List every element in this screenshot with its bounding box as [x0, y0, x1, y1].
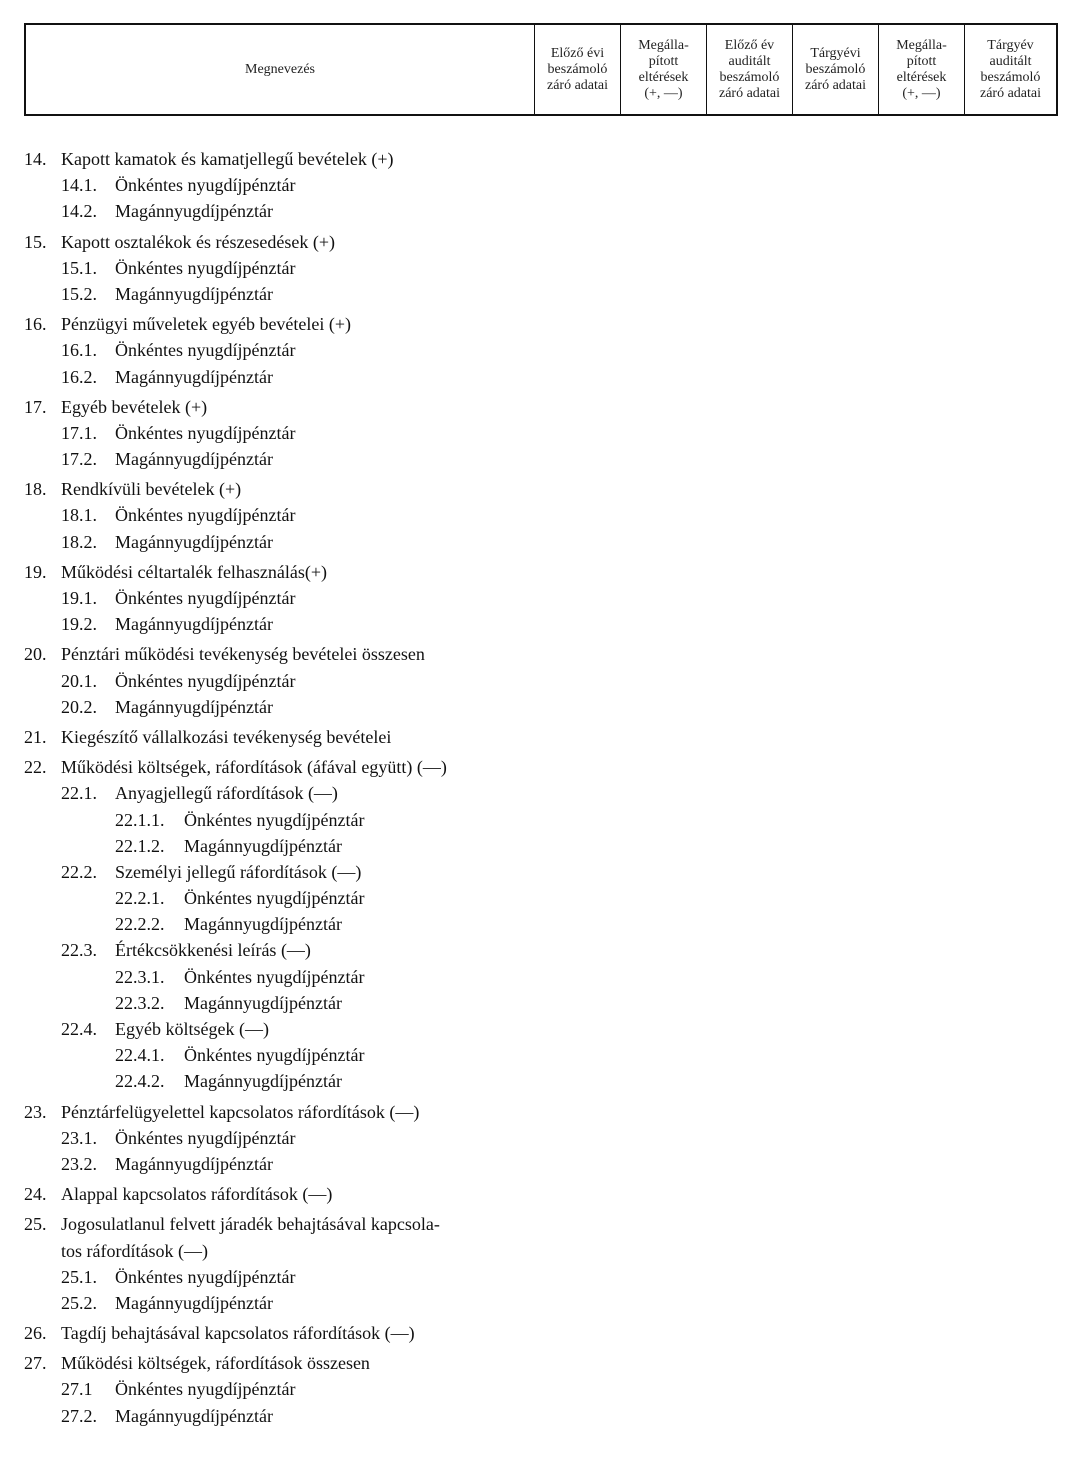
list-subitem: [0, 281, 560, 307]
list-item: [0, 146, 560, 172]
list-item: [0, 724, 560, 750]
item-label: Pénztári működési tevékenység bevételei összesen: [61, 644, 425, 665]
item-label: Magánnyugdíjpénztár: [115, 283, 273, 304]
item-number: 15.2.: [61, 283, 97, 304]
list-item: [0, 1211, 560, 1237]
item-number: 18.2.: [61, 531, 97, 552]
item-label: Kapott kamatok és kamatjellegű bevételek (+): [61, 149, 394, 169]
list-subitem: [0, 1264, 560, 1290]
item-number: 27.1: [61, 1379, 93, 1400]
item-number: 19.1.: [61, 588, 97, 608]
header-cell-current-diff: Megálla- pított eltérések (+, —): [878, 25, 964, 114]
list-item: [0, 1320, 560, 1346]
item-label: Magánnyugdíjpénztár: [115, 1292, 273, 1313]
item-label: Önkéntes nyugdíjpénztár: [184, 966, 365, 987]
item-label: Önkéntes nyugdíjpénztár: [115, 257, 296, 278]
list-subitem: [0, 911, 560, 937]
list-subitem: [0, 833, 560, 859]
list-subitem: [0, 420, 560, 446]
item-label: Önkéntes nyugdíjpénztár: [115, 1379, 296, 1400]
item-number: 22.2.1.: [115, 888, 165, 909]
item-number: 16.: [24, 314, 47, 335]
list-subitem: [0, 964, 560, 990]
item-label: Egyéb költségek (—): [115, 1019, 269, 1039]
item-number: 17.2.: [61, 449, 97, 470]
item-label: Önkéntes nyugdíjpénztár: [115, 422, 296, 443]
item-label: Magánnyugdíjpénztár: [115, 696, 273, 717]
list-subitem: [0, 529, 560, 555]
item-number: 18.1.: [61, 505, 97, 526]
list-item: [0, 229, 560, 255]
list-subitem: [0, 1376, 560, 1402]
list-item: [0, 559, 560, 585]
item-label: Magánnyugdíjpénztár: [115, 1153, 273, 1174]
item-number: 22.4.1.: [115, 1045, 165, 1066]
item-number: 22.1.2.: [115, 835, 165, 856]
item-label: Anyagjellegű ráfordítások (—): [115, 783, 338, 804]
item-number: 22.4.2.: [115, 1071, 165, 1092]
item-label: Működési költségek, ráfordítások (áfával együtt) (—): [61, 757, 447, 778]
item-number: 18.: [24, 479, 47, 500]
header-cell-name: Megnevezés: [245, 61, 315, 77]
item-label: Pénzügyi műveletek egyéb bevételei (+): [61, 314, 352, 335]
item-number: 25.: [24, 1214, 47, 1235]
list-subitem: [0, 694, 560, 720]
item-number: 22.4.: [61, 1019, 97, 1039]
item-label: Magánnyugdíjpénztár: [115, 1405, 273, 1426]
item-label: Önkéntes nyugdíjpénztár: [115, 588, 296, 608]
item-number: 17.: [24, 396, 47, 417]
item-label: Kiegészítő vállalkozási tevékenység bevételei: [61, 726, 392, 747]
item-number: 20.1.: [61, 670, 97, 691]
item-number: 22.3.: [61, 940, 97, 961]
item-number: 22.: [24, 757, 47, 778]
item-label: Működési céltartalék felhasználás(+): [61, 561, 328, 582]
list-subitem: [0, 1238, 560, 1264]
list-item: [0, 394, 560, 420]
list-subitem: [0, 198, 560, 224]
item-label: Magánnyugdíjpénztár: [184, 992, 342, 1013]
item-number: 24.: [24, 1184, 47, 1205]
item-list: [0, 146, 560, 1429]
item-number: 22.2.: [61, 861, 97, 882]
item-number: 19.: [24, 561, 47, 582]
list-subitem: [0, 446, 560, 472]
item-label: Magánnyugdíjpénztár: [115, 366, 273, 387]
item-label: Magánnyugdíjpénztár: [115, 531, 273, 552]
item-number: 27.2.: [61, 1405, 97, 1426]
item-label: Értékcsökkenési leírás (—): [115, 940, 311, 961]
list-subitem: [0, 780, 560, 806]
item-number: 14.: [24, 149, 47, 169]
list-subitem: [0, 1403, 560, 1429]
item-number: 22.2.2.: [115, 914, 165, 935]
item-label: Önkéntes nyugdíjpénztár: [115, 340, 296, 361]
item-number: 14.2.: [61, 201, 97, 222]
item-number: 22.1.: [61, 783, 97, 804]
item-number: 20.2.: [61, 696, 97, 717]
item-number: 22.3.2.: [115, 992, 165, 1013]
item-number: 16.2.: [61, 366, 97, 387]
list-subitem: [0, 172, 560, 198]
item-label: Egyéb bevételek (+): [61, 396, 208, 417]
list-item: [0, 1350, 560, 1376]
item-number: 23.: [24, 1101, 47, 1122]
list-subitem: [0, 668, 560, 694]
list-subitem: [0, 1125, 560, 1151]
item-label: Magánnyugdíjpénztár: [184, 835, 342, 856]
list-subitem: [0, 1016, 560, 1042]
item-label: Önkéntes nyugdíjpénztár: [115, 1266, 296, 1287]
list-subitem: [0, 364, 560, 390]
item-number: 14.1.: [61, 175, 97, 196]
item-label: Önkéntes nyugdíjpénztár: [184, 888, 365, 909]
list-item: [0, 1181, 560, 1207]
item-label: Magánnyugdíjpénztár: [115, 201, 273, 222]
list-subitem: [0, 337, 560, 363]
item-number: 25.2.: [61, 1292, 97, 1313]
item-number: 19.2.: [61, 614, 97, 635]
list-subitem: [0, 255, 560, 281]
item-label: Rendkívüli bevételek (+): [61, 479, 242, 500]
list-subitem: [0, 1290, 560, 1316]
item-label: Személyi jellegű ráfordítások (—): [115, 861, 362, 882]
list-subitem: [0, 807, 560, 833]
item-label: Magánnyugdíjpénztár: [184, 1071, 342, 1092]
column-header-table: [24, 23, 1058, 116]
list-subitem: [0, 1042, 560, 1068]
item-number: 17.1.: [61, 422, 97, 443]
header-cell-prev-year: Előző évi beszámoló záró adatai: [534, 25, 620, 114]
item-label: Magánnyugdíjpénztár: [184, 914, 342, 935]
item-label: Önkéntes nyugdíjpénztár: [115, 1127, 296, 1148]
list-subitem: [0, 611, 560, 637]
item-number: 25.1.: [61, 1266, 97, 1287]
item-label: Alappal kapcsolatos ráfordítások (—): [61, 1184, 333, 1205]
item-number: 27.: [24, 1353, 47, 1374]
item-label: Önkéntes nyugdíjpénztár: [184, 809, 365, 830]
list-subitem: [0, 502, 560, 528]
item-number: 23.2.: [61, 1153, 97, 1174]
item-label: Jogosulatlanul felvett járadék behajtásával kapcsola-: [61, 1214, 440, 1235]
list-subitem: [0, 937, 560, 963]
list-item: [0, 754, 560, 780]
list-subitem: [0, 885, 560, 911]
item-label: Működési költségek, ráfordítások összesen: [61, 1353, 370, 1374]
list-subitem: [0, 1151, 560, 1177]
item-label: Önkéntes nyugdíjpénztár: [115, 505, 296, 526]
item-number: 23.1.: [61, 1127, 97, 1148]
item-label: Kapott osztalékok és részesedések (+): [61, 231, 336, 252]
item-number: 22.3.1.: [115, 966, 165, 987]
item-label: tos ráfordítások (—): [61, 1240, 208, 1261]
list-item: [0, 1099, 560, 1125]
list-item: [0, 641, 560, 667]
item-number: 15.: [24, 231, 47, 252]
item-label: Magánnyugdíjpénztár: [115, 449, 273, 470]
header-cell-current-year: Tárgyévi beszámoló záró adatai: [792, 25, 878, 114]
item-number: 21.: [24, 726, 47, 747]
item-label: Tagdíj behajtásával kapcsolatos ráfordítások (—): [61, 1323, 415, 1344]
header-cell-prev-diff: Megálla- pított eltérések (+, —): [620, 25, 706, 114]
item-label: Önkéntes nyugdíjpénztár: [115, 670, 296, 691]
item-label: Magánnyugdíjpénztár: [115, 614, 273, 635]
item-label: Önkéntes nyugdíjpénztár: [184, 1045, 365, 1066]
list-item: [0, 476, 560, 502]
item-number: 20.: [24, 644, 47, 665]
list-subitem: [0, 585, 560, 611]
item-number: 22.1.1.: [115, 809, 165, 830]
item-number: 15.1.: [61, 257, 97, 278]
header-cell-current-audited: Tárgyév auditált beszámoló záró adatai: [964, 25, 1056, 114]
item-number: 26.: [24, 1323, 47, 1344]
list-item: [0, 311, 560, 337]
list-subitem: [0, 1068, 560, 1094]
header-cell-prev-audited: Előző év auditált beszámoló záró adatai: [706, 25, 792, 114]
item-label: Pénztárfelügyelettel kapcsolatos ráfordítások (—): [61, 1101, 420, 1122]
item-number: 16.1.: [61, 340, 97, 361]
list-subitem: [0, 990, 560, 1016]
item-label: Önkéntes nyugdíjpénztár: [115, 175, 296, 196]
list-subitem: [0, 859, 560, 885]
